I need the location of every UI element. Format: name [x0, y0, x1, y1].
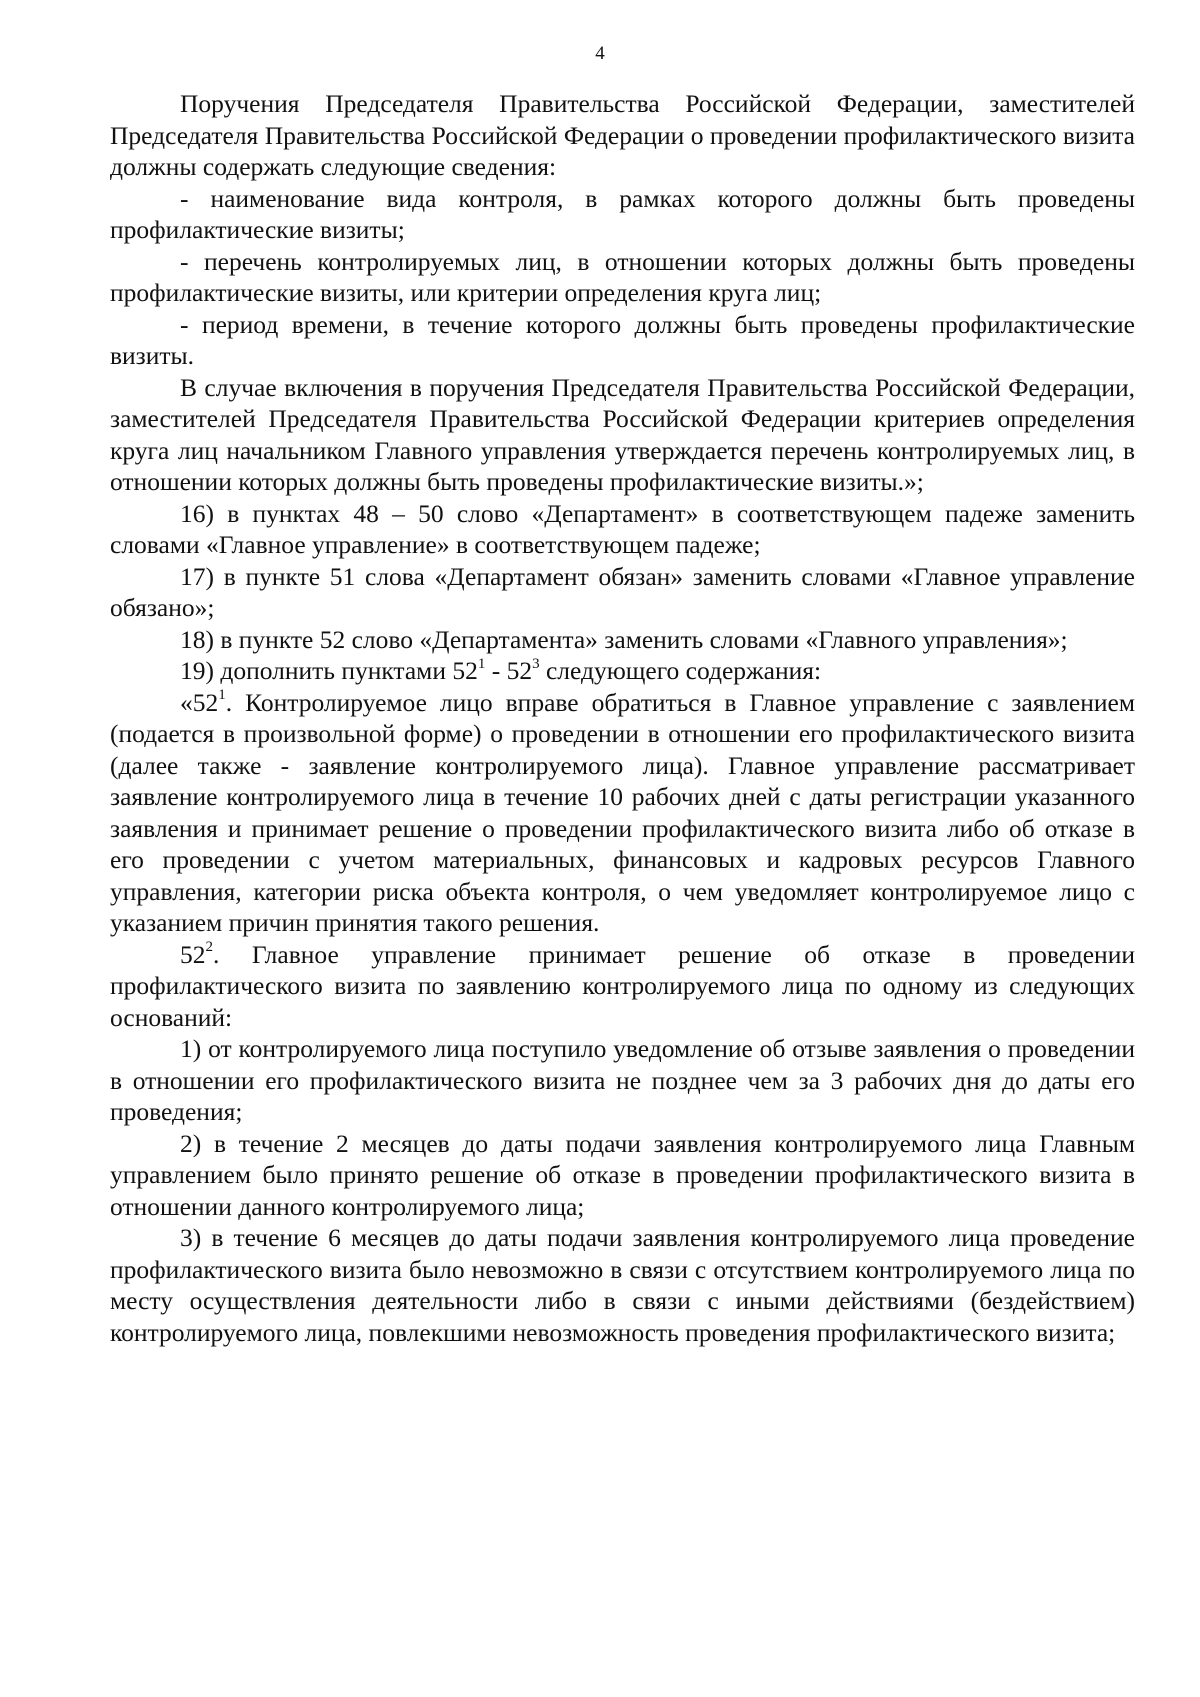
paragraph-item-16: 16) в пунктах 48 – 50 слово «Департамент» в соответствующем падеже заменить словами «Главное управление» в соответствующем падеже; — [110, 498, 1135, 559]
paragraph-clause-52-2 — [110, 939, 1135, 1034]
item-19-tail: следующего содержания: — [539, 656, 822, 685]
paragraph-item-17: 17) в пункте 51 слова «Департамент обязан» заменить словами «Главное управление обязано»; — [110, 561, 1135, 622]
paragraph-ground-3: 3) в течение 6 месяцев до даты подачи заявления контролируемого лица проведение профилактического визита было невозможно в связи с отсутствием контролируемого лица по месту осуществления деятельности либо в связи с иными действиями (бездействием) контролируемого лица, повлекшими невозможность проведения профилактического визита; — [110, 1223, 1135, 1347]
clause-52-1-sup: 1 — [218, 687, 226, 703]
paragraph-item-18: 18) в пункте 52 слово «Департамента» заменить словами «Главного управления»; — [180, 624, 1068, 654]
clause-52-1-number: «52 — [180, 687, 219, 717]
item-19-sup-end: 3 — [532, 655, 540, 672]
paragraph-control-type: - наименование вида контроля, в рамках которого должны быть проведены профилактические визиты; — [110, 183, 1135, 244]
item-19-sup-start: 1 — [477, 655, 486, 672]
clause-52-2-sup: 2 — [205, 939, 213, 955]
clause-52-1-text: . Контролируемое лицо вправе обратиться в Главное управление с заявлением (подается в произвольной форме) о проведении в отношении его профилактического визита (далее также - заявление контролируемого лица). Главное управление рассматривает заявление контролируемого лица в течение 10 рабочих дней с даты регистрации указанного заявления и принимает решение о проведении профилактического визита либо об отказе в его проведении с учетом материальных, финансовых и кадровых ресурсов Главного управления, категории риска объекта контроля, о чем уведомляет контролируемое лицо с указанием причин принятия такого решения. — [110, 687, 1135, 937]
paragraph-instructions-intro: Поручения Председателя Правительства Российской Федерации, заместителей Председателя Правительства Российской Федерации о проведении профилактического визита должны содержать следующие сведения: — [110, 89, 1135, 181]
paragraph-item-19 — [110, 655, 1135, 687]
clause-52-2-number: 52 — [180, 939, 206, 969]
paragraph-ground-2: 2) в течение 2 месяцев до даты подачи заявления контролируемого лица Главным управлением было принято решение об отказе в проведении профилактического визита в отношении данного контролируемого лица; — [110, 1128, 1135, 1221]
paragraph-time-period: - период времени, в течение которого должны быть проведены профилактические визиты. — [110, 309, 1135, 370]
item-19-mid: - 52 — [485, 656, 533, 685]
clause-52-2-text: . Главное управление принимает решение об отказе в проведении профилактического визита по заявлению контролируемого лица по одному из следующих оснований: — [110, 939, 1135, 1032]
page-number: 4 — [595, 43, 605, 64]
paragraph-criteria-inclusion: В случае включения в поручения Председателя Правительства Российской Федерации, заместителей Председателя Правительства Российской Федерации критериев определения круга лиц начальником Главного управления утверждается перечень контролируемых лиц, в отношении которых должны быть проведены профилактические визиты.»; — [110, 372, 1135, 496]
document-body — [110, 88, 1135, 1348]
paragraph-clause-52-1 — [110, 687, 1135, 939]
paragraph-controlled-persons: - перечень контролируемых лиц, в отношении которых должны быть проведены профилактические визиты, или критерии определения круга лиц; — [110, 246, 1135, 307]
item-19-text: 19) дополнить пунктами 52 — [180, 656, 478, 685]
paragraph-ground-1: 1) от контролируемого лица поступило уведомление об отзыве заявления о проведении в отношении его профилактического визита не позднее чем за 3 рабочих дня до даты его проведения; — [110, 1034, 1135, 1126]
